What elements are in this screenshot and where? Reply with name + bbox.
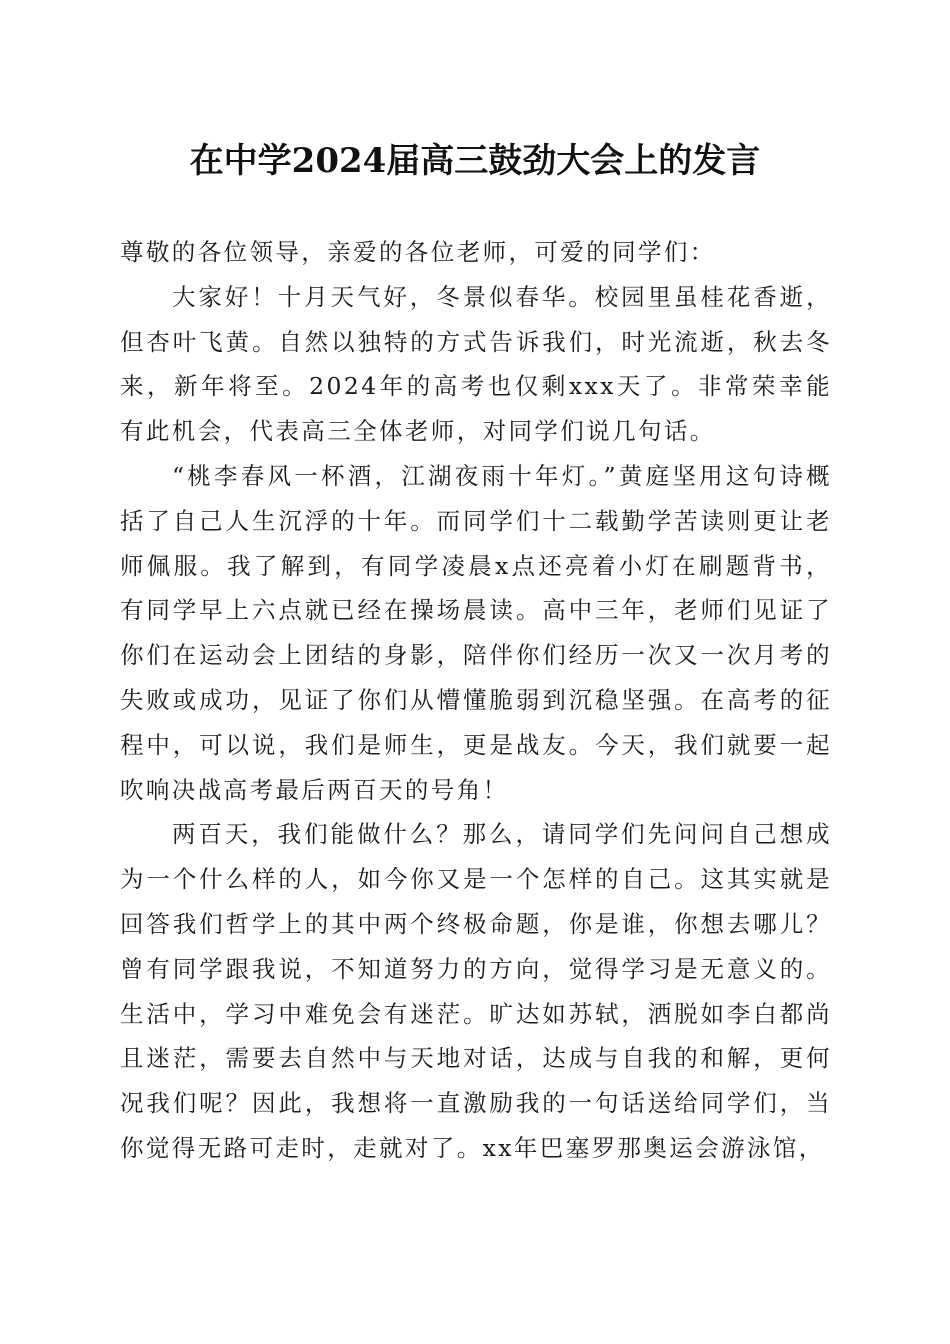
salutation: 尊敬的各位领导，亲爱的各位老师，可爱的同学们：	[120, 238, 716, 266]
paragraph-two-hundred-days: 两百天，我们能做什么？那么，请同学们先问问自己想成为一个什么样的人，如今你又是一个怎样的自己。这其实就是回答我们哲学上的其中两个终极命题，你是谁，你想去哪儿？曾有同学跟我说，不知道努力的方向，觉得学习是无意义的。生活中，学习中难免会有迷茫。旷达如苏轼，洒脱如李白都尚且迷茫，需要去自然中与天地对话，达成与自我的和解，更何况我们呢？因此，我想将一直激励我的一句话送给同学们，当你觉得无路可走时，走就对了。xx年巴塞罗那奥运会游泳馆，	[120, 820, 832, 1162]
paragraph-greeting: 大家好！十月天气好，冬景似春华。校园里虽桂花香逝，但杏叶飞黄。自然以独特的方式告诉我们，时光流逝，秋去冬来，新年将至。2024年的高考也仅剩xxx天了。非常荣幸能有此机会，代表高三全体老师，对同学们说几句话。	[120, 282, 832, 446]
document-title: 在中学2024届高三鼓劲大会上的发言	[189, 141, 761, 181]
document-body	[120, 230, 832, 1171]
paragraph-poem: “桃李春风一杯酒，江湖夜雨十年灯。”黄庭坚用这句诗概括了自己人生沉浮的十年。而同学们十二载勤学苦读则更让老师佩服。我了解到，有同学凌晨x点还亮着小灯在刷题背书，有同学早上六点就已经在操场晨读。高中三年，老师们见证了你们在运动会上团结的身影，陪伴你们经历一次又一次月考的失败或成功，见证了你们从懵懂脆弱到沉稳坚强。在高考的征程中，可以说，我们是师生，更是战友。今天，我们就要一起吹响决战高考最后两百天的号角！	[120, 461, 832, 804]
